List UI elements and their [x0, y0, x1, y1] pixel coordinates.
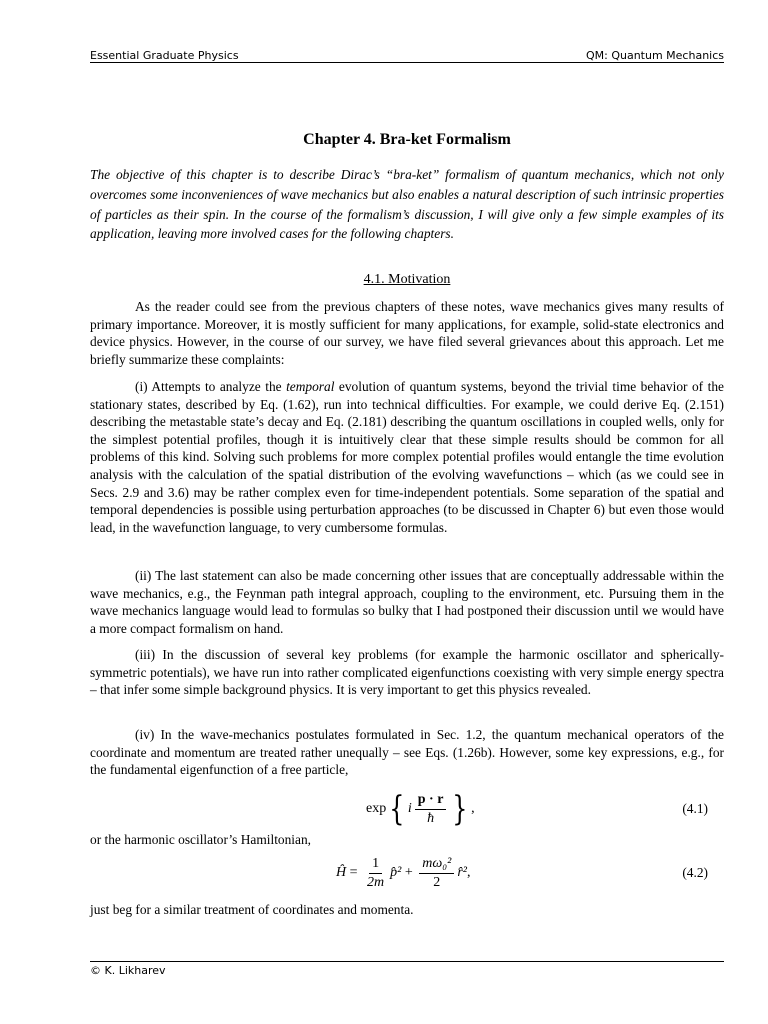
equation-punctuation: ,	[471, 801, 475, 816]
paragraph-complaint-1	[90, 378, 724, 536]
fraction-kinetic	[364, 856, 387, 891]
left-brace: {	[389, 789, 405, 829]
paragraph-hamiltonian-intro: or the harmonic oscillator’s Hamiltonian,	[90, 832, 312, 847]
paragraph-complaint-4: (iv) In the wave-mechanics postulates formulated in Sec. 1.2, the quantum mechanical operators of the coordinate and momentum are treated rather unequally – see Eqs. (1.26b). However, some key expressions, e.g., for the fundamental eigenfunction of a free particle,	[90, 727, 724, 778]
fraction-denominator: ħ	[427, 810, 435, 826]
equation-body	[336, 851, 470, 895]
equation-punctuation: ,	[466, 865, 471, 880]
emphasis-temporal: temporal	[286, 379, 335, 394]
equation-number: (4.2)	[682, 865, 708, 880]
hamiltonian-symbol: Ĥ	[336, 865, 347, 880]
equation-number: (4.1)	[682, 801, 708, 816]
header-part-title: QM: Quantum Mechanics	[585, 49, 724, 62]
plus-sign: +	[401, 865, 417, 880]
paragraph-complaint-3: (iii) In the discussion of several key problems (for example the harmonic oscillator and spherically-symmetric potentials), we have run into rather complicated eigenfunctions coexisting with very simple energy spectra – that infer some simple background physics. It is very important to get this physics revealed.	[90, 647, 724, 698]
paragraph-intro: As the reader could see from the previous chapters of these notes, wave mechanics gives many results of primary importance. Moreover, it is mostly sufficient for many applications, for example, solid-state electronics and device physics. However, in the course of our survey, we have filed several grievances about this approach. Let me briefly summarize these complaints:	[90, 299, 724, 367]
fraction	[415, 792, 447, 827]
chapter-abstract: The objective of this chapter is to describe Dirac’s “bra-ket” formalism of quantum mechanics, which not only overcomes some inconveniences of wave mechanics but also enables a natural description of such intrinsic properties of particles as their spin. In the course of the formalism’s discussion, I will give only a few simple examples of its application, leaving more involved cases for the following chapters.	[90, 167, 724, 242]
coordinate-term: r̂²	[457, 865, 467, 880]
imaginary-unit: i	[407, 801, 412, 816]
exp-function: exp	[366, 801, 387, 816]
fraction-numerator: mω₀²	[419, 856, 454, 874]
equation-4-1	[90, 787, 724, 831]
footer-copyright: © K. Likharev	[90, 964, 166, 977]
paragraph-conclusion: just beg for a similar treatment of coordinates and momenta.	[90, 902, 414, 917]
equation-4-2	[90, 851, 724, 895]
fraction-numerator: 1	[369, 856, 382, 874]
equation-body	[366, 787, 475, 831]
paragraph-complaint-2: (ii) The last statement can also be made concerning other issues that are conceptually addressable within the wave mechanics, e.g., the Feynman path integral approach, coupling to the environment, etc. Pursuing them in the wave mechanics language would lead to formulas so bulky that I had postponed their discussion until we would have a more compact formalism on hand.	[90, 568, 724, 636]
chapter-title: Chapter 4. Bra-ket Formalism	[303, 131, 511, 148]
fraction-denominator: 2	[433, 874, 441, 890]
right-brace: }	[452, 789, 468, 829]
fraction-numerator: p · r	[415, 792, 447, 810]
running-header	[90, 46, 724, 62]
equals-sign: =	[346, 865, 362, 880]
section-title: 4.1. Motivation	[363, 272, 451, 287]
footer-rule	[90, 961, 724, 962]
paragraph-text: evolution of quantum systems, beyond the trivial time behavior of the stationary states, described by Eq. (1.62), run into technical difficulties. For example, we could derive Eq. (2.151) describing the metastable state’s decay and Eq. (2.181) describing the quantum oscillations in coupled wells, only for the simplest potential profiles, though it is intuitively clear that these simple results should be common for all problems of this kind. Solving such problems for more complex potential profiles would entangle the time evolution analysis with the calculation of the spatial distribution of the evolving wavefunctions – which (as we could see in Secs. 2.9 and 3.6) may be rather complex even for time-independent potentials. Some separation of the spatial and temporal dependencies is possible using perturbation approaches (to be discussed in Chapter 6) but even those would lead, in the wavefunction language, to very cumbersome formulas.	[90, 379, 724, 535]
header-rule	[90, 62, 724, 63]
fraction-denominator: 2m	[367, 874, 385, 890]
header-book-title: Essential Graduate Physics	[90, 49, 239, 62]
fraction-potential	[419, 856, 454, 891]
paragraph-text: (i) Attempts to analyze the	[135, 379, 287, 394]
momentum-term: p̂²	[390, 865, 402, 880]
